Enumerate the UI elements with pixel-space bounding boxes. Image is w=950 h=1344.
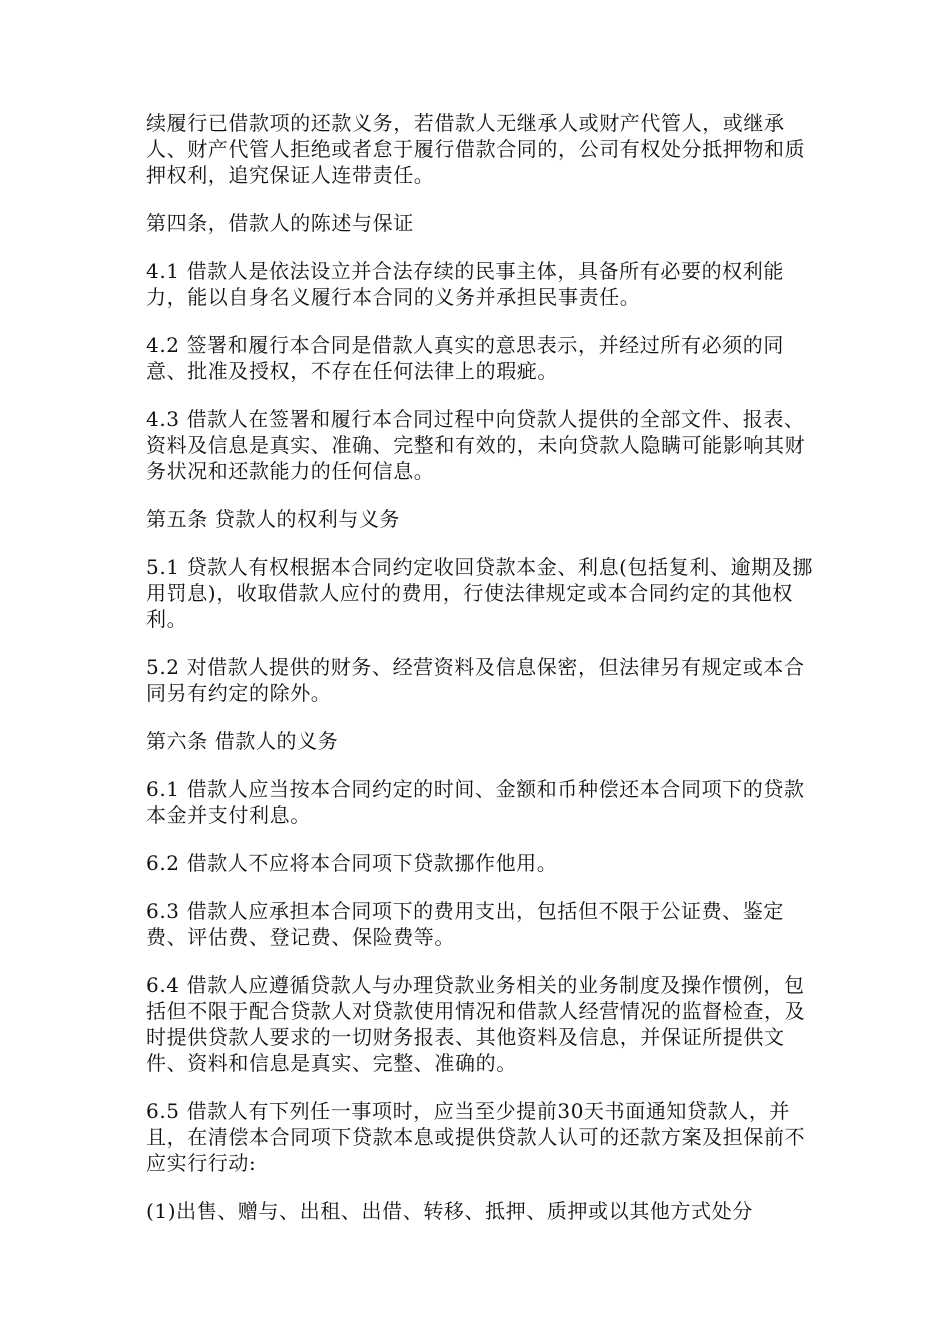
section-heading-article-6: 第六条 借款人的义务 <box>146 729 339 753</box>
document-body <box>146 110 816 1224</box>
clause-6-3: 6.3 借款人应承担本合同项下的费用支出，包括但不限于公证费、鉴定费、评估费、登记费、保险费等。 <box>146 899 784 949</box>
clause-6-5: 6.5 借款人有下列任一事项时，应当至少提前30天书面通知贷款人，并且，在清偿本合同项下贷款本息或提供贷款人认可的还款方案及担保前不应实行行动: <box>146 1099 806 1175</box>
clause-4-1: 4.1 借款人是依法设立并合法存续的民事主体，具备所有必要的权利能力，能以自身名义履行本合同的义务并承担民事责任。 <box>146 259 784 309</box>
clause-6-2: 6.2 借款人不应将本合同项下贷款挪作他用。 <box>146 851 558 875</box>
clause-6-1: 6.1 借款人应当按本合同约定的时间、金额和币种偿还本合同项下的贷款本金并支付利息。 <box>146 777 805 827</box>
clause-4-3: 4.3 借款人在签署和履行本合同过程中向贷款人提供的全部文件、报表、资料及信息是真实、准确、完整和有效的，未向贷款人隐瞒可能影响其财务状况和还款能力的任何信息。 <box>146 407 806 483</box>
paragraph-continuation: 续履行已借款项的还款义务，若借款人无继承人或财产代管人，或继承人、财产代管人拒绝或者怠于履行借款合同的，公司有权处分抵押物和质押权利，追究保证人连带责任。 <box>146 111 806 187</box>
clause-5-2: 5.2 对借款人提供的财务、经营资料及信息保密，但法律另有规定或本合同另有约定的除外。 <box>146 655 805 705</box>
clause-6-4: 6.4 借款人应遵循贷款人与办理贷款业务相关的业务制度及操作惯例，包括但不限于配合贷款人对贷款使用情况和借款人经营情况的监督检查，及时提供贷款人要求的一切财务报表、其他资料及信息，并保证所提供文件、资料和信息是真实、完整、准确的。 <box>146 973 806 1075</box>
section-heading-article-5: 第五条 贷款人的权利与义务 <box>146 507 401 531</box>
section-heading-article-4: 第四条，借款人的陈述与保证 <box>146 211 414 235</box>
clause-6-5-item-1: (1)出售、赠与、出租、出借、转移、抵押、质押或以其他方式处分 <box>146 1199 753 1223</box>
clause-4-2: 4.2 签署和履行本合同是借款人真实的意思表示，并经过所有必须的同意、批准及授权，不存在任何法律上的瑕疵。 <box>146 333 784 383</box>
clause-5-1: 5.1 贷款人有权根据本合同约定收回贷款本金、利息(包括复利、逾期及挪用罚息)，收取借款人应付的费用，行使法律规定或本合同约定的其他权利。 <box>146 555 813 631</box>
